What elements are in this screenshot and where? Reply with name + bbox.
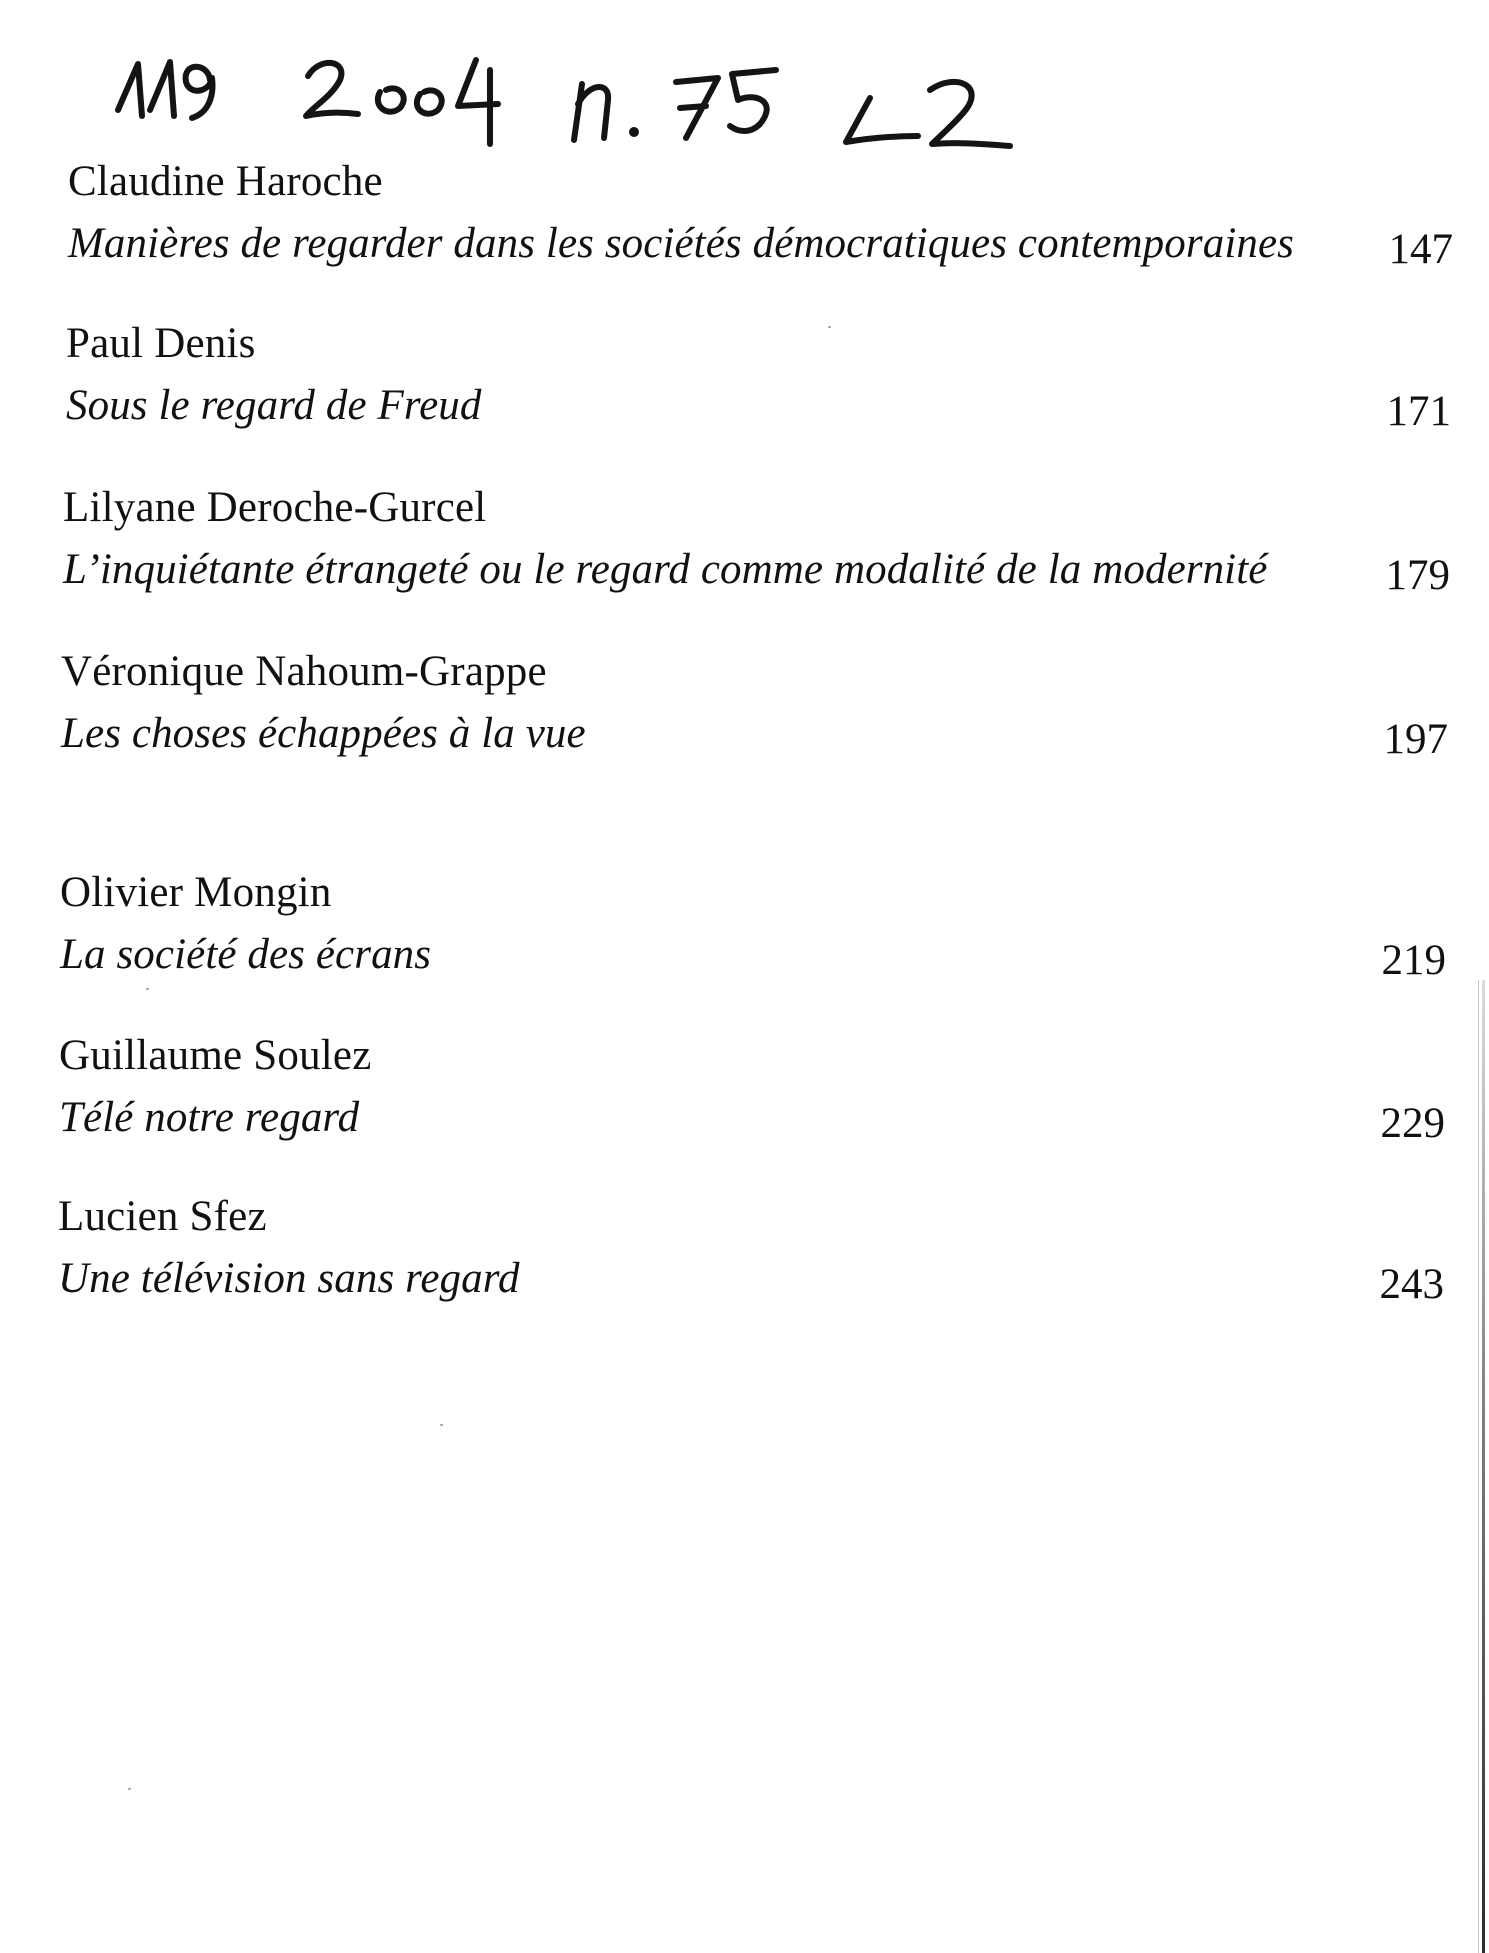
entry-page-number: 147 xyxy=(1388,226,1453,273)
entry-title: Sous le regard de Freud xyxy=(66,382,482,429)
entry-title: Une télévision sans regard xyxy=(58,1255,520,1302)
entry-page-number: 243 xyxy=(1379,1261,1444,1308)
entry-page-number: 229 xyxy=(1380,1100,1445,1147)
entry-page-number: 171 xyxy=(1386,388,1451,435)
scan-speck xyxy=(146,988,149,990)
entry-title: Manières de regarder dans les sociétés démocratiques contemporaines xyxy=(68,220,1294,267)
entry-title: Télé notre regard xyxy=(59,1094,360,1141)
entry-author: Paul Denis xyxy=(66,320,256,367)
entry-title: L’inquiétante étrangeté ou le regard comme modalité de la modernité xyxy=(63,546,1268,593)
scan-speck xyxy=(440,1424,443,1426)
entry-author: Guillaume Soulez xyxy=(59,1032,372,1079)
entry-author: Lucien Sfez xyxy=(58,1193,267,1240)
entry-title: Les choses échappées à la vue xyxy=(61,710,586,757)
scan-speck xyxy=(128,1788,131,1790)
handwritten-shelf-mark-drawing xyxy=(110,50,1010,160)
entry-author: Lilyane Deroche-Gurcel xyxy=(63,484,487,531)
entry-title: La société des écrans xyxy=(60,931,432,978)
scan-binding-shadow xyxy=(1478,980,1479,1953)
scan-binding-edge xyxy=(1482,980,1485,1953)
entry-author: Claudine Haroche xyxy=(68,158,383,205)
handwritten-shelf-mark xyxy=(110,50,1010,160)
scan-speck xyxy=(828,326,831,328)
entry-page-number: 219 xyxy=(1381,937,1446,984)
entry-author: Olivier Mongin xyxy=(60,869,332,916)
entry-author: Véronique Nahoum-Grappe xyxy=(61,648,547,695)
entry-page-number: 179 xyxy=(1385,552,1450,599)
entry-page-number: 197 xyxy=(1383,716,1448,763)
